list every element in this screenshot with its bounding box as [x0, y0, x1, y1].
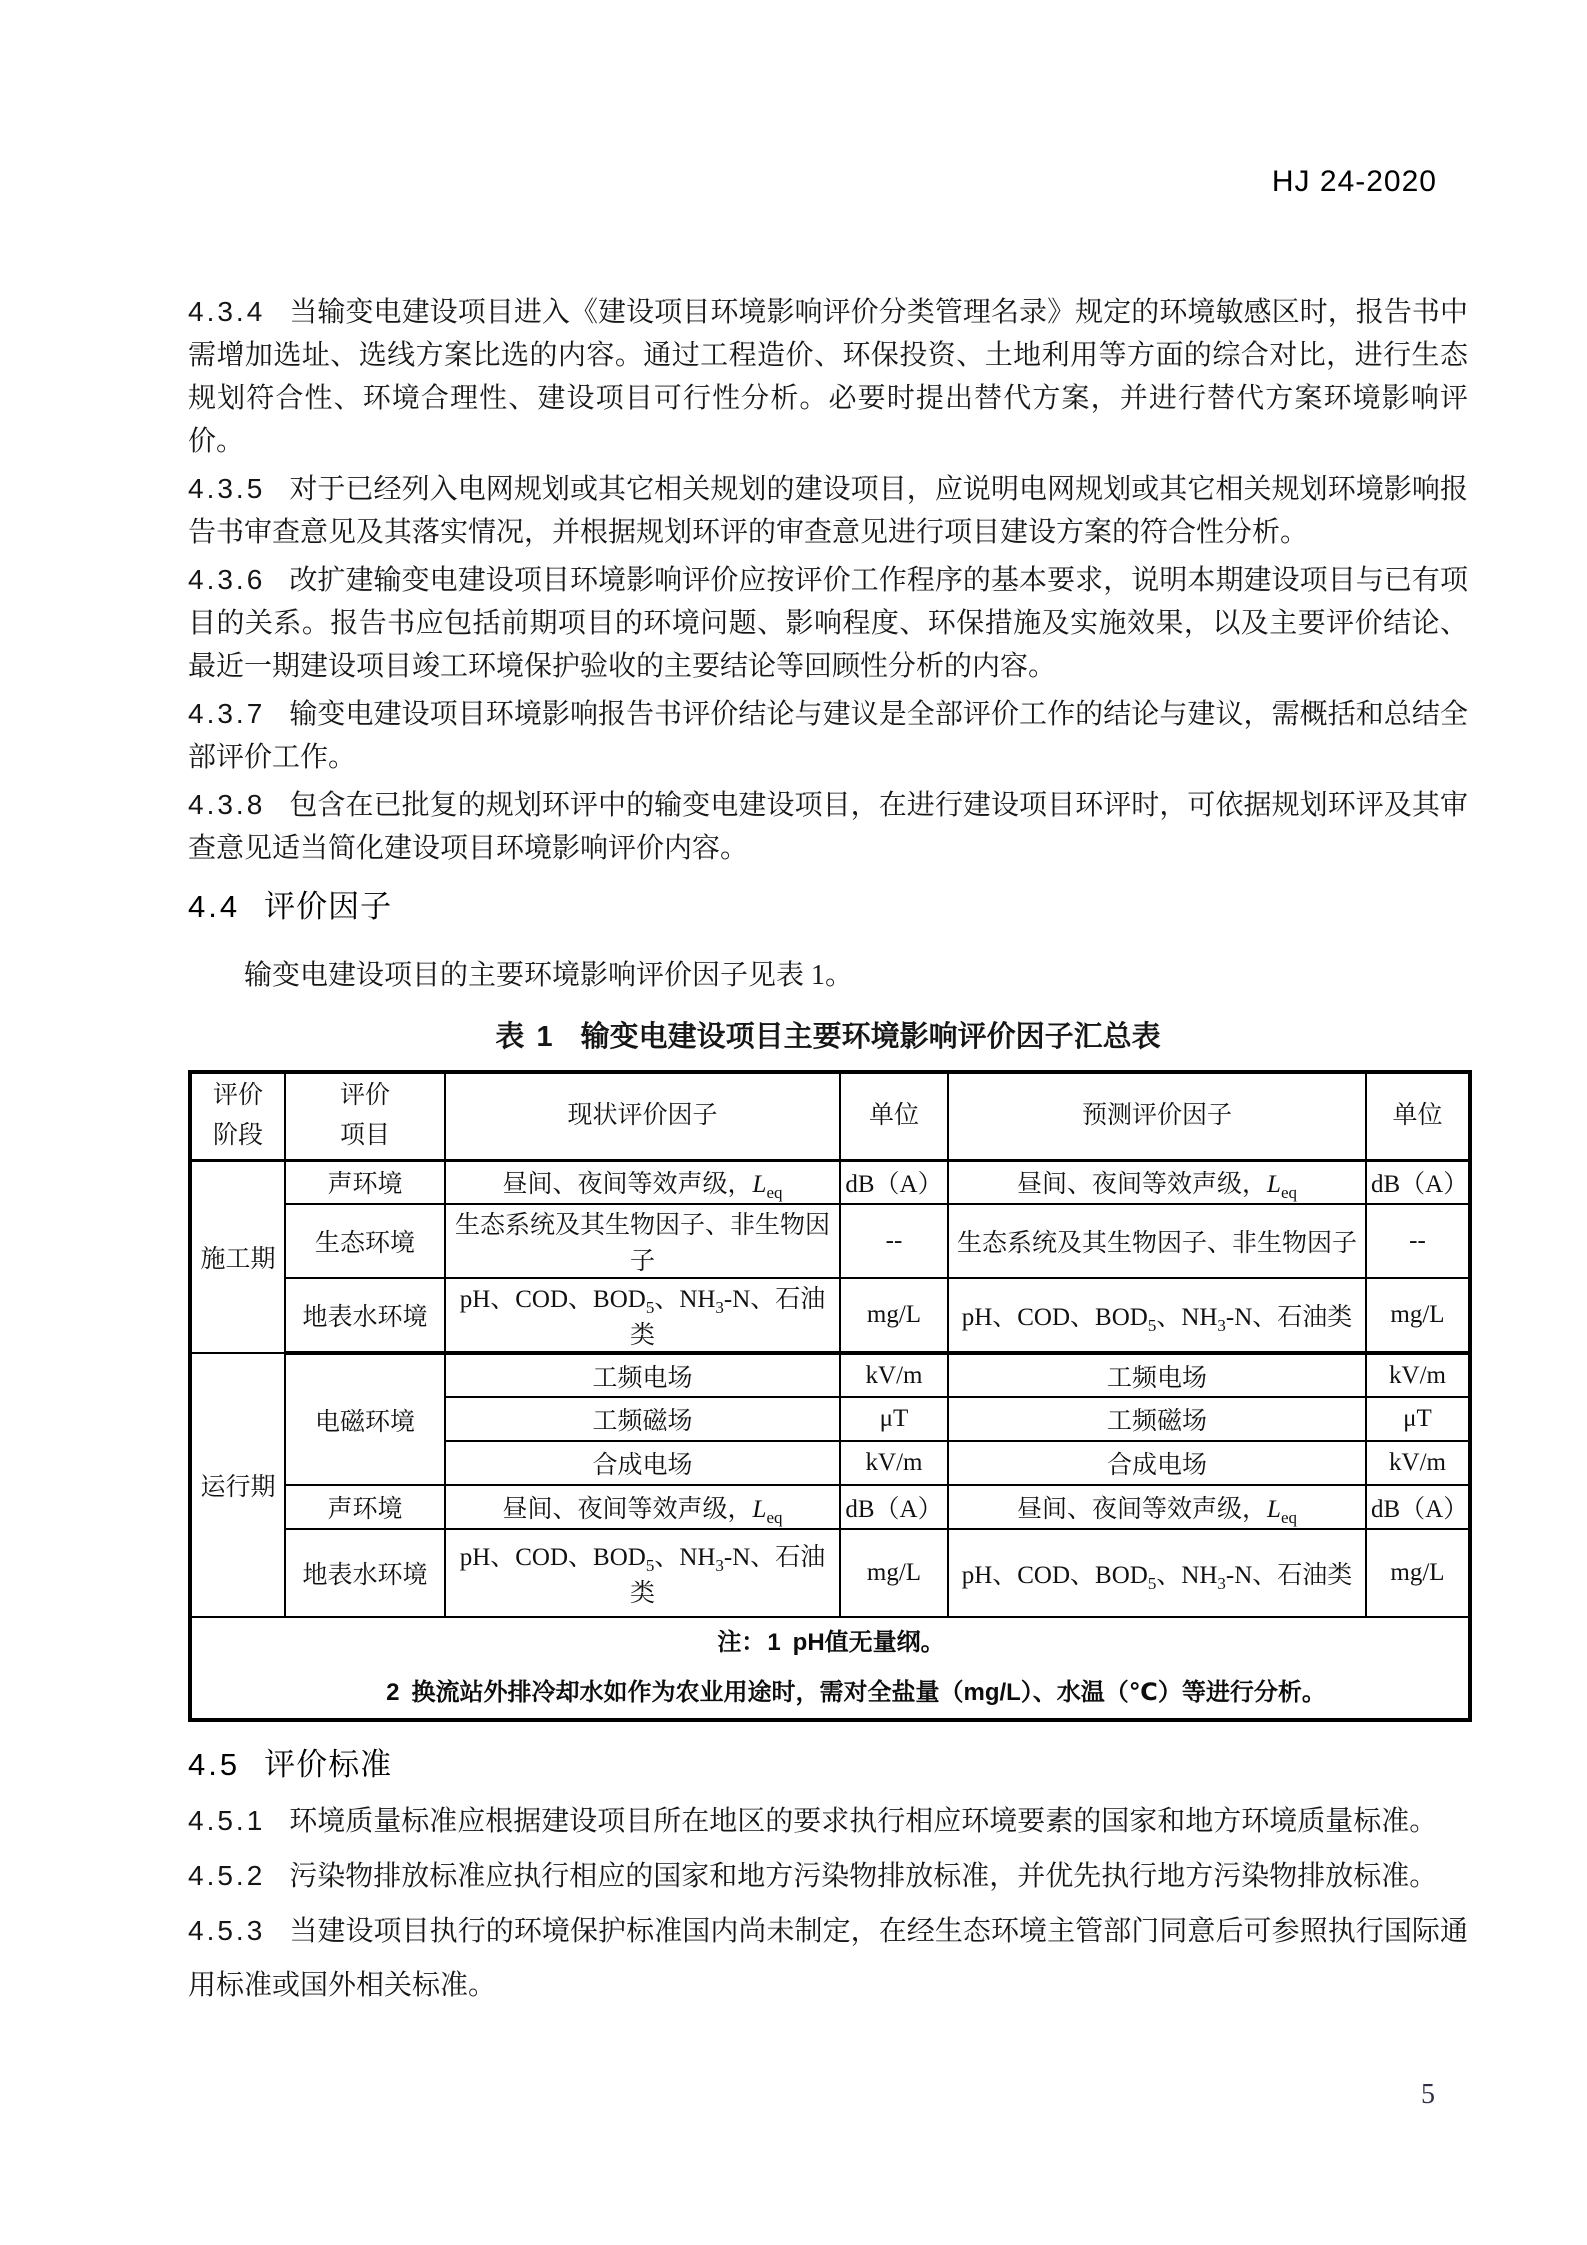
clause-4-3-4 [188, 290, 1468, 463]
item-cell: 生态环境 [285, 1204, 445, 1278]
unit-cell: dB（A） [1366, 1485, 1470, 1529]
page-content [188, 0, 1468, 2013]
table-intro-paragraph: 输变电建设项目的主要环境影响评价因子见表 1。 [244, 960, 854, 991]
col-header-stage: 评价 阶段 [190, 1072, 285, 1160]
col-header-predicted-factors: 预测评价因子 [948, 1072, 1366, 1160]
section-title: 评价标准 [264, 1747, 393, 1782]
unit-cell: dB（A） [840, 1160, 948, 1204]
clause-text: 改扩建输变电建设项目环境影响评价应按评价工作程序的基本要求，说明本期建设项目与已有项目的关系。报告书应包括前期项目的环境问题、影响程度、环保措施及实施效果，以及主要评价结论、最近一期建设项目竣工环境保护验收的主要结论等回顾性分析的内容。 [188, 565, 1468, 682]
note-number: 1 [767, 1629, 781, 1656]
clause-text: 包含在已批复的规划环评中的输变电建设项目，在进行建设项目环评时，可依据规划环评及其审查意见适当简化建设项目环境影响评价内容。 [188, 790, 1468, 864]
col-header-item: 评价 项目 [285, 1072, 445, 1160]
clause-text: 当输变电建设项目进入《建设项目环境影响评价分类管理名录》规定的环境敏感区时，报告书中需增加选址、选线方案比选的内容。通过工程造价、环保投资、土地利用等方面的综合对比，进行生态规划符合性、环境合理性、建设项目可行性分析。必要时提出替代方案，并进行替代方案环境影响评价。 [188, 297, 1468, 457]
unit-cell: μT [840, 1397, 948, 1441]
table-row [190, 1529, 1470, 1617]
page-number: 5 [1421, 2079, 1435, 2110]
table-row [190, 1160, 1470, 1204]
clause-number: 4.3.4 [188, 296, 266, 327]
unit-cell: kV/m [840, 1441, 948, 1485]
clause-number: 4.3.6 [188, 564, 266, 595]
clause-number: 4.5.1 [188, 1805, 266, 1836]
section-number: 4.4 [188, 889, 241, 924]
unit-cell: μT [1366, 1397, 1470, 1441]
item-cell: 声环境 [285, 1160, 445, 1204]
item-cell: 声环境 [285, 1485, 445, 1529]
note-text: 换流站外排冷却水如作为农业用途时，需对全盐量（mg/L）、水温（℃）等进行分析。 [411, 1679, 1326, 1706]
clause-4-5-3 [188, 1904, 1468, 2013]
table-row [190, 1278, 1470, 1353]
standard-code-header: HJ 24-2020 [1271, 165, 1437, 198]
table-note-2 [196, 1668, 1464, 1718]
current-factor-cell: 昼间、夜间等效声级，$L_{eq}$ [445, 1485, 840, 1529]
predicted-factor-cell: pH、COD、$BOD_5$、$NH_3-N$、石油类 [948, 1278, 1366, 1353]
note-prefix: 注： [717, 1629, 766, 1656]
clause-text: 环境质量标准应根据建设项目所在地区的要求执行相应环境要素的国家和地方环境质量标准。 [289, 1806, 1438, 1837]
note-text: pH值无量纲。 [792, 1629, 945, 1656]
clause-number: 4.3.5 [188, 473, 266, 504]
predicted-factor-cell: pH、COD、$BOD_5$、$NH_3-N$、石油类 [948, 1529, 1366, 1617]
predicted-factor-cell: 工频磁场 [948, 1397, 1366, 1441]
clause-4-3-7 [188, 692, 1468, 779]
col-header-unit: 单位 [840, 1072, 948, 1160]
table-row [190, 1204, 1470, 1278]
clause-4-5-2 [188, 1849, 1468, 1904]
note-number: 2 [386, 1679, 400, 1706]
unit-cell: kV/m [1366, 1441, 1470, 1485]
current-factor-cell: 工频磁场 [445, 1397, 840, 1441]
predicted-factor-cell: 合成电场 [948, 1441, 1366, 1485]
current-factor-cell: 生态系统及其生物因子、非生物因子 [445, 1204, 840, 1278]
col-header-current-factors: 现状评价因子 [445, 1072, 840, 1160]
clause-4-3-6 [188, 558, 1468, 688]
table-notes-row [190, 1617, 1470, 1720]
clause-text: 对于已经列入电网规划或其它相关规划的建设项目，应说明电网规划或其它相关规划环境影响报告书审查意见及其落实情况，并根据规划环评的审查意见进行项目建设方案的符合性分析。 [188, 474, 1468, 548]
unit-cell: -- [840, 1204, 948, 1278]
clause-text: 污染物排放标准应执行相应的国家和地方污染物排放标准，并优先执行地方污染物排放标准。 [289, 1861, 1438, 1892]
section-4-3-clauses [188, 0, 1468, 870]
unit-cell: mg/L [1366, 1278, 1470, 1353]
unit-cell: -- [1366, 1204, 1470, 1278]
clause-4-3-8 [188, 783, 1468, 870]
table-1-evaluation-factors [188, 1070, 1472, 1722]
predicted-factor-cell: 昼间、夜间等效声级，$L_{eq}$ [948, 1160, 1366, 1204]
stage-cell-operation: 运行期 [190, 1353, 285, 1617]
current-factor-cell: 昼间、夜间等效声级，$L_{eq}$ [445, 1160, 840, 1204]
table-row [190, 1353, 1470, 1397]
table-note-1 [196, 1618, 1464, 1668]
item-cell-electromagnetic: 电磁环境 [285, 1353, 445, 1485]
clause-number: 4.3.8 [188, 789, 266, 820]
col-header-unit: 单位 [1366, 1072, 1470, 1160]
unit-cell: dB（A） [840, 1485, 948, 1529]
unit-cell: mg/L [840, 1529, 948, 1617]
clause-text: 当建设项目执行的环境保护标准国内尚未制定，在经生态环境主管部门同意后可参照执行国际通用标准或国外相关标准。 [188, 1916, 1468, 2001]
clause-text: 输变电建设项目环境影响报告书评价结论与建议是全部评价工作的结论与建议，需概括和总结全部评价工作。 [188, 699, 1468, 773]
section-4-5-clauses [188, 1794, 1468, 2013]
unit-cell: kV/m [1366, 1353, 1470, 1397]
current-factor-cell: 工频电场 [445, 1353, 840, 1397]
table-caption-label: 表 1 [495, 1021, 555, 1053]
table-caption-title: 输变电建设项目主要环境影响评价因子汇总表 [580, 1021, 1161, 1053]
unit-cell: kV/m [840, 1353, 948, 1397]
section-heading-4-5 [188, 1748, 1468, 1782]
unit-cell: mg/L [840, 1278, 948, 1353]
clause-4-3-5 [188, 467, 1468, 554]
stage-cell-construction: 施工期 [190, 1160, 285, 1353]
clause-number: 4.3.7 [188, 698, 266, 729]
current-factor-cell: pH、COD、$BOD_5$、$NH_3-N$、石油类 [445, 1278, 840, 1353]
section-title: 评价因子 [264, 889, 393, 924]
predicted-factor-cell: 工频电场 [948, 1353, 1366, 1397]
clause-4-5-1 [188, 1794, 1468, 1849]
clause-number: 4.5.3 [188, 1915, 266, 1946]
current-factor-cell: 合成电场 [445, 1441, 840, 1485]
table-notes [190, 1617, 1470, 1720]
table-header-row [190, 1072, 1470, 1160]
clause-number: 4.5.2 [188, 1860, 266, 1891]
predicted-factor-cell: 生态系统及其生物因子、非生物因子 [948, 1204, 1366, 1278]
predicted-factor-cell: 昼间、夜间等效声级，$L_{eq}$ [948, 1485, 1366, 1529]
unit-cell: mg/L [1366, 1529, 1470, 1617]
section-number: 4.5 [188, 1747, 241, 1782]
table-caption [188, 1020, 1468, 1054]
unit-cell: dB（A） [1366, 1160, 1470, 1204]
item-cell: 地表水环境 [285, 1529, 445, 1617]
current-factor-cell: pH、COD、$BOD_5$、$NH_3-N$、石油类 [445, 1529, 840, 1617]
item-cell: 地表水环境 [285, 1278, 445, 1353]
section-heading-4-4 [188, 890, 1468, 924]
table-row [190, 1485, 1470, 1529]
